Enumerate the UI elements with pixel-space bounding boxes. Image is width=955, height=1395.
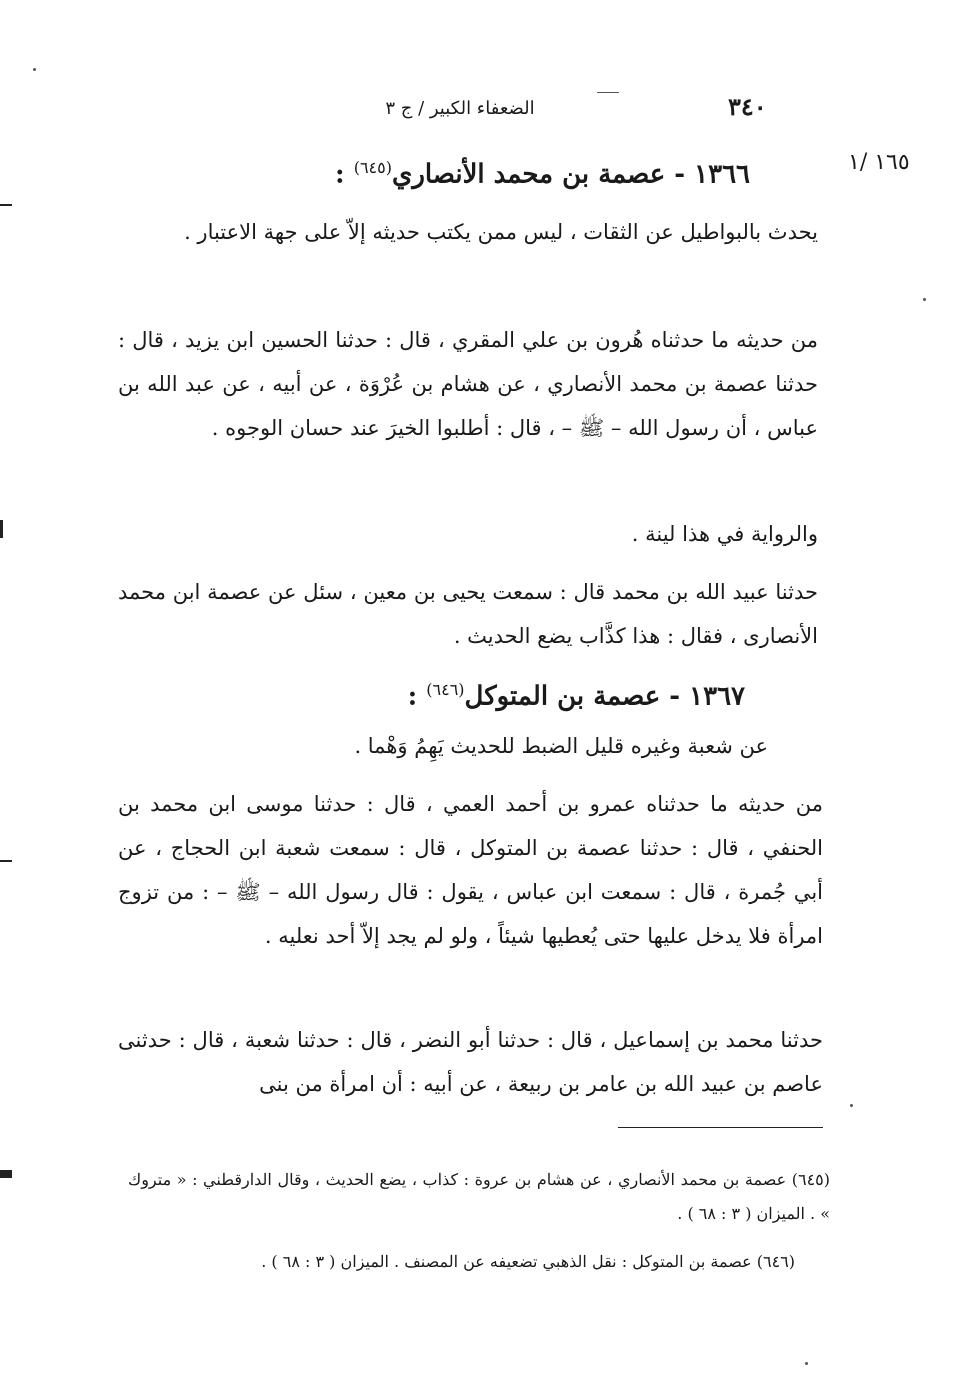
footnote-text: (٦٤٥) عصمة بن محمد الأنصاري ، عن هشام بن عروة : كذاب ، يضع الحديث ، وقال الدارقطني : « متروك » . الميزان ( ٣ : ٦٨ ) . [128,1170,830,1223]
footnote-ref: (٦٤٥) [353,158,392,177]
header-rule [597,92,619,93]
paragraph-text: عن شعبة وغيره قليل الضبط للحديث يَهِمُ وَهْما . [354,734,768,758]
entry-paragraph [118,570,818,658]
entry-title: ١٣٦٦ - عصمة بن محمد الأنصاري [391,159,750,190]
scan-mark [0,520,3,538]
footnote-ref: (٦٤٦) [426,680,465,699]
entry-heading-1366 [335,158,750,190]
entry-heading-1367 [408,680,745,712]
scan-dot [33,68,36,71]
scan-mark [0,1170,12,1178]
entry-paragraph [118,1018,823,1106]
entry-paragraph [118,512,818,556]
footnote-rule [618,1127,823,1128]
paragraph-text: من حديثه ما حدثناه هُرون بن علي المقري ، قال : حدثنا الحسين ابن يزيد ، قال : حدثنا عصمة بن محمد الأنصاري ، عن هشام بن عُرْوَة ، عن أبيه ، عن عبد الله بن عباس ، أن رسول الله – ﷺ – ، قال : أطلبوا الخيرَ عند حسان الوجوه . [118,328,818,440]
heading-colon: : [335,159,345,190]
entry-paragraph [118,318,818,450]
heading-colon: : [407,681,418,712]
paragraph-text: والرواية في هذا لينة . [631,522,818,546]
running-title: الضعفاء الكبير / ج ٣ [385,98,535,119]
page-number: ٣٤٠ [728,92,767,121]
scan-mark [0,860,12,862]
entry-title: ١٣٦٧ - عصمة بن المتوكل [464,681,745,712]
paragraph-text: يحدث بالبواطيل عن الثقات ، ليس ممن يكتب حديثه إلاّ على جهة الاعتبار . [184,220,818,244]
paragraph-text: حدثنا محمد بن إسماعيل ، قال : حدثنا أبو النضر ، قال : حدثنا شعبة ، قال : حدثنى عاصم بن عبيد الله بن عامر بن ربيعة ، عن أبيه : أن امرأة من بنى [118,1028,823,1096]
margin-reference: ١٦٥ /١ [848,150,910,175]
scan-mark [0,204,12,206]
paragraph-text: حدثنا عبيد الله بن محمد قال : سمعت يحيى بن معين ، سئل عن عصمة ابن محمد الأنصارى ، فقال : هذا كذَّاب يضع الحديث . [118,580,818,648]
entry-paragraph [118,724,768,768]
footnote [128,1163,830,1231]
scan-dot [923,298,926,301]
footnote-text: (٦٤٦) عصمة بن المتوكل : نقل الذهبي تضعيفه عن المصنف . الميزان ( ٣ : ٦٨ ) . [261,1252,795,1271]
entry-paragraph [118,210,818,254]
entry-paragraph [118,782,823,958]
scan-dot [805,1362,808,1365]
scan-dot [850,1104,853,1107]
footnote [200,1245,795,1279]
paragraph-text: من حديثه ما حدثناه عمرو بن أحمد العمي ، قال : حدثنا موسى ابن محمد بن الحنفي ، قال : حدثنا عصمة بن المتوكل ، قال : سمعت شعبة ابن الحجاج ، عن أبي جُمرة ، قال : سمعت ابن عباس ، يقول : قال رسول الله – ﷺ – : من تزوج امرأة فلا يدخل عليها حتى يُعطيها شيئاً ، ولو لم يجد إلاّ أحد نعليه . [118,792,823,948]
